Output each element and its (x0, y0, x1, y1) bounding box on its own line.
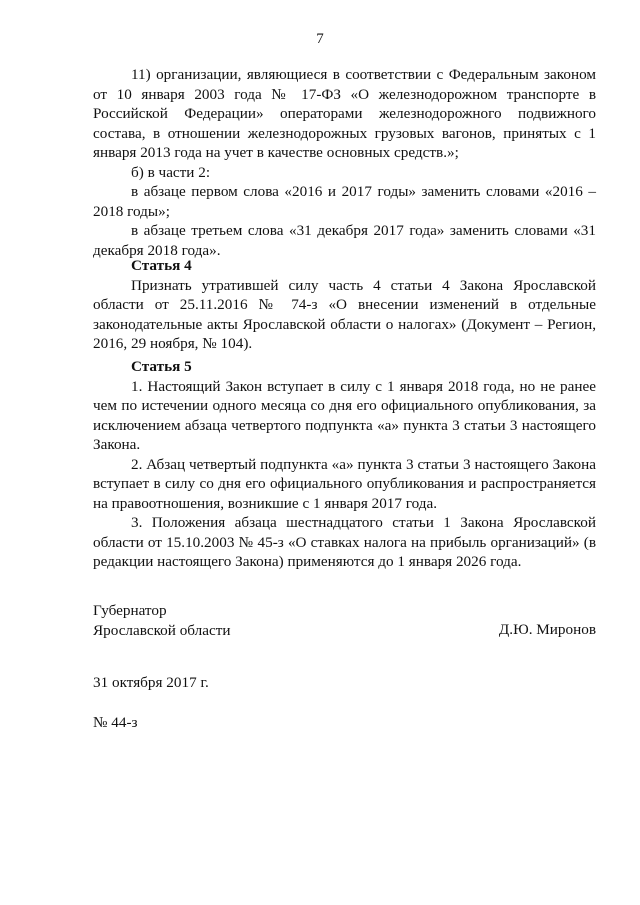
part-2-label: б) в части 2: (131, 163, 211, 181)
article-5-heading: Статья 5 (131, 358, 192, 375)
signatory-title (93, 601, 230, 640)
amendment-paragraph-3: в абзаце третьем слова «31 декабря 2017 года» заменить словами «31 декабря 2018 года». (93, 222, 596, 259)
signatory-title-line-1: Губернатор (93, 602, 167, 619)
signatory-name: Д.Ю. Миронов (498, 621, 596, 638)
article-5-paragraph-2: 2. Абзац четвертый подпункта «а» пункта 3 статьи 3 настоящего Закона вступает в силу со дня его официального опубликования и распространяется на правоотношения, возникшие с 1 января 2017 года. (93, 455, 596, 512)
article-5 (93, 357, 596, 572)
document-number: № 44-з (93, 714, 138, 731)
page-number: 7 (316, 31, 324, 47)
article-5-paragraph-1: 1. Настоящий Закон вступает в силу с 1 января 2018 года, но не ранее чем по истечении одного месяца со дня его официального опубликования, за исключением абзаца четвертого подпункта «а» пункта 3 статьи 3 настоящего Закона. (93, 377, 596, 453)
article-3-continuation (93, 65, 596, 260)
article-4 (93, 256, 596, 354)
item-11-paragraph: 11) организации, являющиеся в соответствии с Федеральным законом от 10 января 2003 года № 17-ФЗ «О железнодорожном транспорте в Российской Федерации» операторами железнодорожного подвижного состава, в отношении железнодорожных грузовых вагонов, принятых с 1 января 2013 года на учет в качестве основных средств.»; (93, 66, 596, 161)
document-date: 31 октября 2017 г. (93, 674, 209, 691)
amendment-paragraph-1: в абзаце первом слова «2016 и 2017 годы» заменить словами «2016 – 2018 годы»; (93, 183, 596, 220)
article-4-text: Признать утратившей силу часть 4 статьи 4 Закона Ярославской области от 25.11.2016 № 74-з «О внесении изменений в отдельные законодательные акты Ярославской области о налогах» (Документ – Регион, 2016, 29 ноября, № 104). (93, 276, 596, 352)
article-4-heading: Статья 4 (131, 257, 192, 274)
signatory-title-line-2: Ярославской области (93, 621, 231, 639)
article-5-paragraph-3: 3. Положения абзаца шестнадцатого статьи 1 Закона Ярославской области от 15.10.2003 № 45-з «О ставках налога на прибыль организаций» (в редакции настоящего Закона) применяются до 1 января 2026 года. (93, 514, 596, 570)
